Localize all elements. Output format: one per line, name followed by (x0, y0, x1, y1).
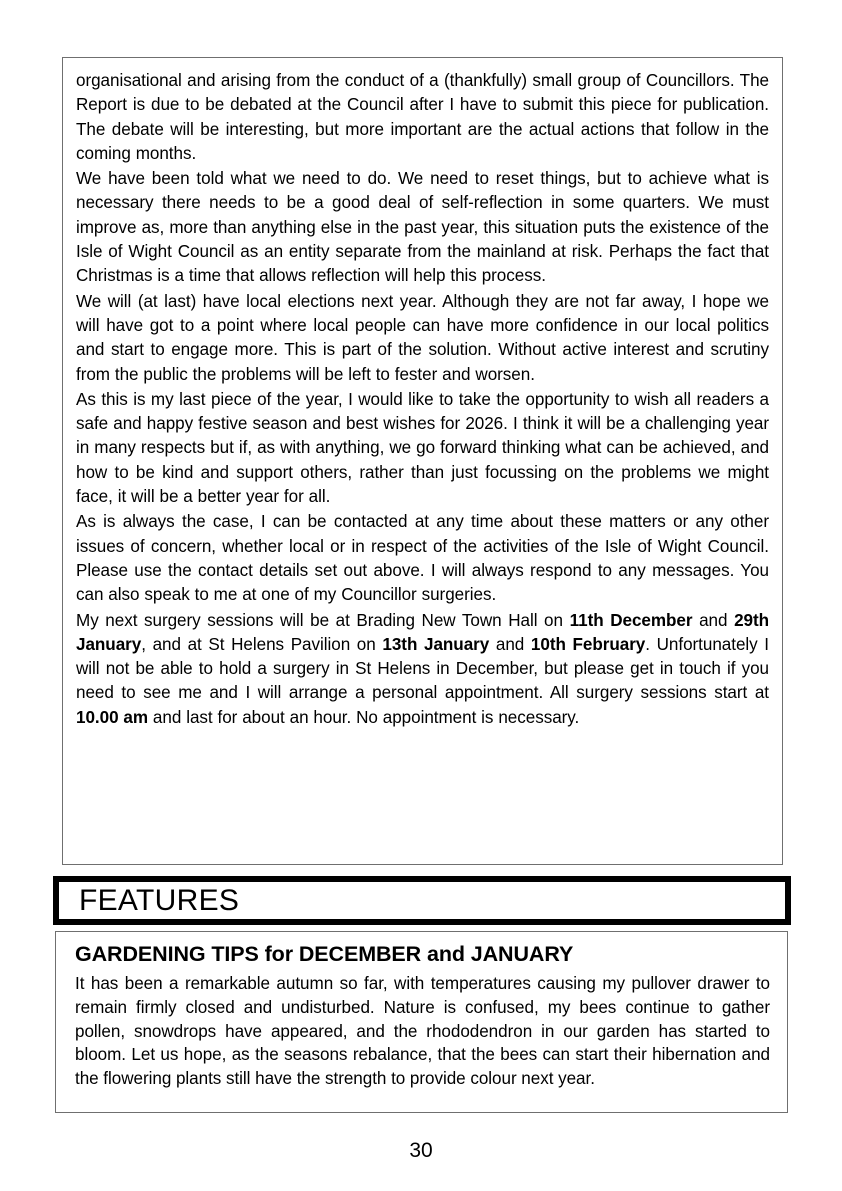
article-paragraph-1: organisational and arising from the conduct of a (thankfully) small group of Councillors. The Report is due to be debated at the Council after I have to submit this piece for publication. The debate will be interesting, but more important are the actual actions that follow in the coming months. (76, 71, 769, 163)
article-paragraph-3: We will (at last) have local elections next year. Although they are not far away, I hope we will have got to a point where local people can have more confidence in our local politics and start to engage more. This is part of the solution. Without active interest and scrutiny from the public the problems will be left to fester and worsen. (76, 291, 769, 384)
page-number: 30 (409, 1139, 433, 1162)
surgery-sessions-paragraph (76, 609, 769, 730)
surgery-date-29th-january: 29th January (76, 610, 770, 654)
gardening-tips-content (56, 932, 787, 1091)
surgery-text-part-1: My next surgery sessions will be at Brading New Town Hall on (76, 610, 570, 630)
gardening-tips-paragraph: It has been a remarkable autumn so far, with temperatures causing my pullover drawer to remain firmly closed and undisturbed. Nature is confused, my bees continue to gather pollen, snowdrops have appeared, and the rhododendron in our garden has started to bloom. Let us hope, as the seasons rebalance, that the bees can start their hibernation and the flowering plants still have the strength to provide colour next year. (75, 974, 770, 1089)
surgery-text-part-4: and (489, 634, 531, 654)
article-text-box (62, 57, 783, 865)
surgery-date-13th-january: 13th January (382, 634, 490, 654)
gardening-tips-heading: GARDENING TIPS for DECEMBER and JANUARY (75, 942, 574, 966)
surgery-date-11th-december: 11th December (569, 610, 693, 630)
features-section-banner (53, 876, 791, 925)
features-banner-title: FEATURES (79, 883, 240, 917)
surgery-text-part-6: and last for about an hour. No appointment is necessary. (148, 707, 580, 727)
surgery-text-part-5: . Unfortunately I will not be able to hold a surgery in St Helens in December, but please get in touch if you need to see me and I will arrange a personal appointment. All surgery sessions start at (76, 634, 769, 703)
surgery-text-part-3: , and at St Helens Pavilion on (141, 634, 383, 654)
article-paragraph-2: We have been told what we need to do. We need to reset things, but to achieve what is necessary there needs to be a good deal of self-reflection in some quarters. We must improve as, more than anything else in the past year, this situation puts the existence of the Isle of Wight Council as an entity separate from the mainland at risk. Perhaps the fact that Christmas is a time that allows reflection will help this process. (76, 169, 769, 286)
article-paragraph-4: As this is my last piece of the year, I would like to take the opportunity to wish all readers a safe and happy festive season and best wishes for 2026. I think it will be a challenging year in many respects but if, as with anything, we go forward thinking what can be achieved, and how to be kind and support others, rather than just focussing on the problems we might face, it will be a better year for all. (76, 389, 769, 507)
article-content (63, 58, 782, 730)
gardening-tips-box (55, 931, 788, 1113)
surgery-text-part-2: and (692, 610, 735, 630)
article-paragraph-5: As is always the case, I can be contacted at any time about these matters or any other issues of concern, whether local or in respect of the activities of the Isle of Wight Council. Please use the contact details set out above. I will always respond to any messages. You can also speak to me at one of my Councillor surgeries. (76, 512, 769, 605)
surgery-date-10th-february: 10th February (530, 634, 646, 654)
surgery-start-time: 10.00 am (76, 707, 149, 727)
